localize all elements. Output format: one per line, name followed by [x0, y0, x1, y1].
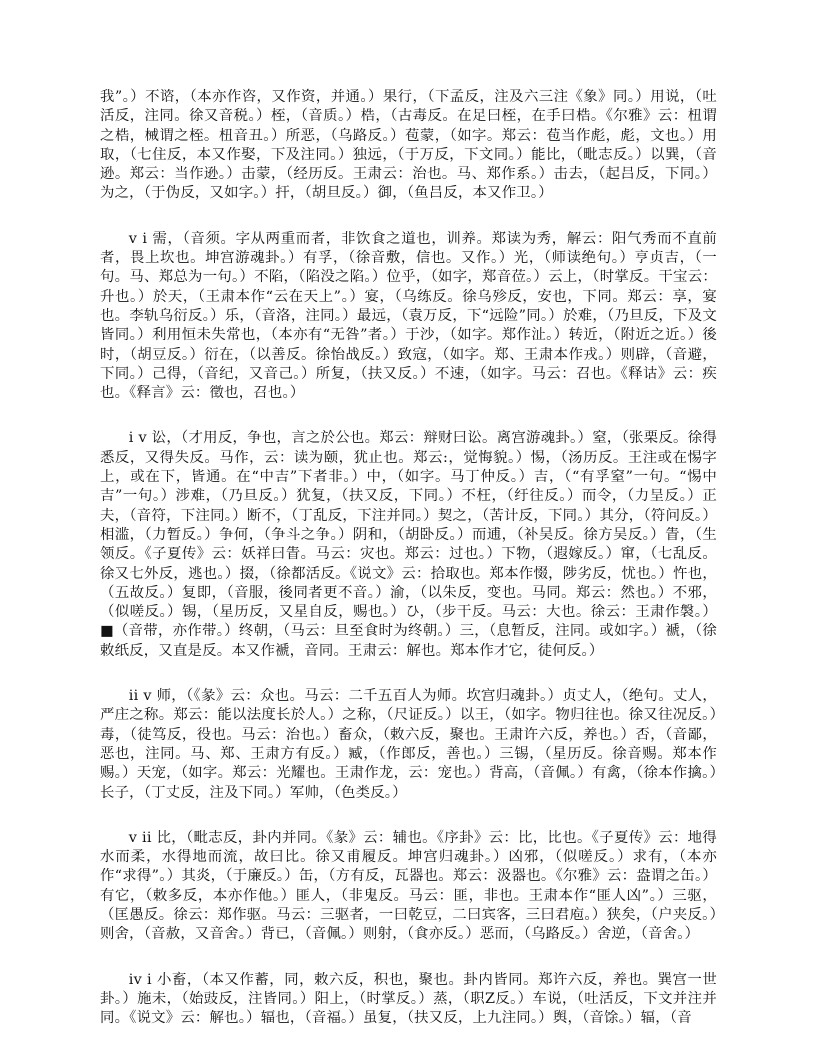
paragraph-shi-hexagram: ii v 师，（《彖》云：众也。马云：二千五百人为师。坎宫归魂卦。）贞丈人，（绝句。丈人，严庄之称。郑云：能以法度长於人。）之称，（尺证反。）以王，（如字。物归往也。徐又往况反。）毒，（徒笃反，役也。马云：治也。）畜众，（敕六反，聚也。王肃许六反，养也。）否，（音鄙，恶也，注同。马、郑、王肃方有反。）臧，（作郎反，善也。）三锡，（星历反。徐音赐。郑本作赐。）天宠，（如字。郑云：光耀也。王肃作龙，云：宠也。）背高，（音佩。）有禽，（徐本作擒。）长子，（丁丈反，注及下同。）军帅，（色类反。） [100, 688, 717, 801]
paragraph-song-hexagram: i v 讼，（才用反，争也，言之於公也。郑云：辩财曰讼。离宫游魂卦。）窒，（张栗反。徐得悉反，又得失反。马作，云：读为颐，犹止也。郑云:，觉悔貌。）惕，（汤历反。王注或在惕字上，或在下，皆通。在“中吉”下者非。）中，（如字。马丁仲反。）吉，（“有孚窒”一句。“惕中吉”一句。）涉难，（乃旦反。）犹复，（扶又反，下同。）不枉，（纡往反。）而令，（力呈反。）正夫，（音符，下注同。）断不，（丁乱反，下注并同。）契之，（苦计反，下同。）其分，（符问反。）相滥，（力暂反。）争何，（争斗之争。）阴和，（胡卧反。）而逋，（补吴反。徐方吴反。）眚，（生领反。《子夏传》云：妖祥曰眚。马云：灾也。郑云：过也。）下物，（遐嫁反。）窜，（七乱反。徐又七外反，逃也。）掇，（徐都活反。《说文》云：拾取也。郑本作惙，陟劣反，忧也。）忤也，（五故反。）复即，（音服，後同者更不音。）渝，（以朱反，变也。马同。郑云：然也。）不邪，（似嗟反。）锡，（星历反，又星自反，赐也。）ひ，（步干反。马云：大也。徐云：王肃作褩。）■（音带，亦作带。）终朝，（马云：旦至食时为终朝。）三，（息暂反，注同。或如字。）褫，（徐敕纸反，又直是反。本又作褫，音同。王肃云：解也。郑本作才它，徒何反。） [100, 430, 717, 659]
paragraph-bi-hexagram: v ii 比，（毗志反，卦内并同。《彖》云：辅也。《序卦》云：比，比也。《子夏传》云：地得水而柔，水得地而流，故曰比。徐又甫履反。坤宫归魂卦。）凶邪，（似嗟反。）求有，（本亦作“求得”。）其炎，（于廉反。）缶，（方有反，瓦器也。郑云：汲器也。《尔雅》云：盎谓之缶。）有它，（敕多反，本亦作他。）匪人，（非鬼反。马云：匪，非也。王肃本作“匪人凶”。）三驱，（匡愚反。徐云：郑作驱。马云：三驱者，一曰乾豆，二曰宾客，三曰君庖。）狭矣，（户夹反。）则舍，（音赦，又音舍。）背已，（音佩。）则射，（食亦反。）恶而，（乌路反。）舍逆，（音舍。） [100, 829, 717, 943]
paragraph-xu-hexagram: v i 需，（音须。字从两重而者，非饮食之道也，训养。郑读为秀，解云：阳气秀而不直前者，畏上坎也。坤宫游魂卦。）有孚，（徐音敷，信也。又作。）光，（师读绝句。）亨贞吉，（一句。马、郑总为一句。）不陷，（陷没之陷。）位乎，（如字，郑音莅。）云上，（时掌反。干宝云：升也。）於天，（王肃本作“云在天上”。）宴，（乌练反。徐乌殄反，安也，下同。郑云：享，宴也。李轨乌衍反。）乐，（音洛，注同。）最远，（袁万反，下“远险”同。）於难，（乃旦反，下及文皆同。）利用恒未失常也，（本亦有“无咎”者。）于沙，（如字。郑作沚。）转近，（附近之近。）後时，（胡豆反。）衍在，（以善反。徐怡战反。）致寇，（如字。郑、王肃本作戎。）则辟，（音避，下同。）己得，（音纪，又音己。）所复，（扶又反。）不速，（如字。马云：召也。《释诂》云：疾也。《释言》云：徵也，召也。） [100, 230, 717, 402]
paragraph-meng-continuation: 我”。）不谘，（本亦作咨，又作资，并通。）果行，（下孟反，注及六三注《象》同。）用说，（吐活反，注同。徐又音税。）桎，（音质。）梏，（古毒反。在足曰桎，在手曰梏。《尔雅》云：杻谓之梏，械谓之桎。杻音丑。）所恶，（乌路反。）苞蒙，（如字。郑云：苞当作彪，彪，文也。）用取，（七住反，本又作娶，下及注同。）独远，（于万反，下文同。）能比，（毗志反。）以巽，（音逊。郑云：当作逊。）击蒙，（经历反。王肃云：治也。马、郑作系。）击去，（起吕反，下同。）为之，（于伪反，又如字。）扞，（胡旦反。）御，（鱼吕反，本又作卫。） [100, 89, 717, 202]
text-body [100, 88, 717, 1054]
paragraph-xiaoxu-hexagram: iv i 小畜，（本又作蓄，同，敕六反，积也，聚也。卦内皆同。郑许六反，养也。巽宫一世卦。）施未，（始豉反，注皆同。）阳上，（时掌反。）蒸，（职Z反。）车说，（吐活反，下文并注并同。《说文》云：解也。）辐也，（音福。）虽复，（扶又反，上九注同。）舆，（音馀。）辐，（音 [100, 971, 717, 1027]
